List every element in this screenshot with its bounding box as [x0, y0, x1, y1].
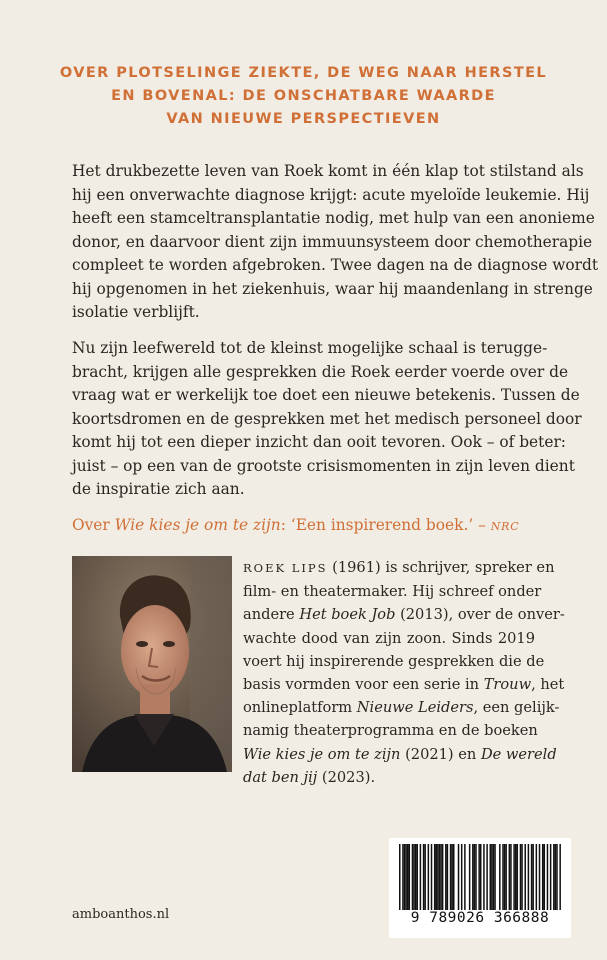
- bio-book-title: Het boek Job: [299, 606, 396, 624]
- bio-line: film- en theatermaker. Hij schreef onder: [243, 583, 542, 601]
- bio-line: namig theaterprogramma en de boeken: [243, 722, 538, 740]
- text-line: donor, en daarvoor dient zijn immuunsysteem door chemotherapie: [72, 232, 593, 251]
- barcode-bar: [413, 844, 415, 910]
- bio-line: [243, 673, 565, 696]
- barcode-bar: [399, 844, 401, 910]
- tagline-line: VAN NIEUWE PERSPECTIEVEN: [166, 111, 441, 127]
- barcode-bar: [428, 844, 430, 910]
- text-line: koortsdromen en de gesprekken met het medisch personeel door: [72, 409, 582, 428]
- bio-line: [243, 696, 560, 719]
- tagline-line: OVER PLOTSELINGE ZIEKTE, DE WEG NAAR HERSTEL: [59, 65, 548, 81]
- bio-line: [243, 603, 565, 626]
- text-line: juist – op een van de grootste crisismomenten in zijn leven dient: [72, 456, 575, 475]
- bio-platform-title: Nieuwe Leiders: [356, 699, 474, 717]
- quote-book-title: Wie kies je om te zijn: [114, 516, 281, 534]
- barcode-bar: [556, 844, 558, 910]
- bio-line: voert hij inspirerende gesprekken die de: [243, 652, 545, 670]
- barcode-bar: [536, 844, 538, 910]
- barcode-bar: [486, 844, 488, 910]
- barcode-bar: [544, 844, 546, 910]
- barcode-bar: [483, 844, 485, 910]
- barcode-bar: [547, 844, 549, 910]
- barcode-bar: [504, 844, 506, 910]
- barcode-bar: [513, 844, 515, 910]
- bio-line: [243, 743, 557, 766]
- bio-text: basis vormden voor een serie in: [243, 676, 484, 694]
- barcode-bar: [472, 844, 474, 910]
- text-line: isolatie verblijft.: [72, 303, 200, 321]
- barcode-bar: [559, 844, 561, 910]
- barcode-bar: [531, 844, 533, 910]
- text-line: vraag wat er werkelijk toe doet een nieuwe betekenis. Tussen de: [72, 386, 580, 404]
- bio-text: (1961) is schrijver, spreker en: [327, 559, 555, 576]
- barcode-bar: [491, 844, 493, 910]
- barcode-bar: [553, 844, 555, 910]
- barcode-bar: [424, 844, 426, 910]
- text-line: heeft een stamceltransplantatie nodig, met hulp van een anonieme: [72, 209, 595, 227]
- barcode-bar: [490, 844, 492, 910]
- description-paragraph-2: [72, 337, 582, 502]
- barcode-bar: [402, 844, 404, 910]
- bio-text: (2023).: [317, 768, 376, 786]
- barcode-bar: [480, 844, 482, 910]
- bio-text: , een gelijk-: [473, 699, 560, 717]
- barcode-bar: [542, 844, 544, 910]
- barcode-bar: [437, 844, 439, 910]
- barcode-bar: [502, 844, 504, 910]
- bio-text: , het: [531, 676, 565, 694]
- barcode-bar: [469, 844, 471, 910]
- barcode-bar: [442, 844, 444, 910]
- barcode-bar: [450, 844, 452, 910]
- quote-source: NRC: [490, 520, 520, 533]
- bio-line: [243, 766, 535, 789]
- barcode-bar: [493, 844, 495, 910]
- barcode-bar: [464, 844, 466, 910]
- barcode-bars: [399, 844, 561, 910]
- barcode-bar: [451, 844, 453, 910]
- barcode-bar: [550, 844, 552, 910]
- tagline: [40, 62, 567, 131]
- barcode-bar: [445, 844, 447, 910]
- barcode-bar: [407, 844, 409, 910]
- barcode-bar: [436, 844, 438, 910]
- bio-book-title: dat ben jij: [243, 768, 318, 786]
- publisher-website: amboanthos.nl: [72, 907, 170, 922]
- barcode-bar: [524, 844, 526, 910]
- barcode-bar: [447, 844, 449, 910]
- text-line: Nu zijn leefwereld tot de kleinst mogelijke schaal is terugge-: [72, 339, 548, 357]
- bio-line: [243, 556, 555, 580]
- text-line: Het drukbezette leven van Roek komt in één klap tot stilstand als: [72, 162, 584, 180]
- text-line: bracht, krijgen alle gesprekken die Roek eerder voerde over de: [72, 362, 569, 381]
- barcode-bar: [499, 844, 501, 910]
- barcode-bar: [539, 844, 541, 910]
- barcode-bar: [439, 844, 441, 910]
- barcode-bar: [453, 844, 455, 910]
- barcode-bar: [458, 844, 460, 910]
- barcode-bar: [528, 844, 530, 910]
- bio-publication-title: Trouw: [483, 676, 532, 694]
- barcode-bar: [415, 844, 417, 910]
- barcode-bar: [404, 844, 406, 910]
- barcode-bar: [416, 844, 418, 910]
- barcode-bar: [405, 844, 407, 910]
- quote-text: : ‘Een inspirerend boek.’ –: [280, 516, 491, 534]
- barcode-bar: [475, 844, 477, 910]
- text-line: compleet te worden afgebroken. Twee dagen na de diagnose wordt: [72, 256, 599, 274]
- bio-text: (2021) en: [400, 745, 481, 763]
- barcode-bar: [474, 844, 476, 910]
- barcode-bar: [461, 844, 463, 910]
- barcode-bar: [478, 844, 480, 910]
- barcode-bar: [440, 844, 442, 910]
- barcode-bar: [434, 844, 436, 910]
- barcode-bar: [555, 844, 557, 910]
- barcode-bar: [520, 844, 522, 910]
- barcode-bar: [532, 844, 534, 910]
- bio-text: onlineplatform: [243, 699, 357, 717]
- barcode-bar: [510, 844, 512, 910]
- barcode-bar: [515, 844, 517, 910]
- quote-prefix: Over: [72, 516, 115, 534]
- text-line: hij een onverwachte diagnose krijgt: acute myeloïde leukemie. Hij: [72, 185, 590, 204]
- barcode-bar: [431, 844, 433, 910]
- bio-book-title: Wie kies je om te zijn: [243, 745, 401, 763]
- text-line: komt hij tot een dieper inzicht dan ooit tevoren. Ook – of beter:: [72, 433, 566, 451]
- barcode-bar: [521, 844, 523, 910]
- isbn-number: 9 789026 366888: [410, 910, 550, 926]
- barcode-bar: [517, 844, 519, 910]
- author-bio: [243, 556, 565, 789]
- barcode-bar: [409, 844, 411, 910]
- barcode-bar: [423, 844, 425, 910]
- author-name: ROEK LIPS: [243, 561, 328, 575]
- barcode-bar: [412, 844, 414, 910]
- author-photo: [72, 556, 232, 772]
- bio-book-title: De wereld: [480, 745, 557, 763]
- bio-line: wachte dood van zijn zoon. Sinds 2019: [243, 629, 535, 647]
- text-line: de inspiratie zich aan.: [72, 480, 245, 498]
- bio-text: andere: [243, 606, 300, 624]
- barcode-bar: [505, 844, 507, 910]
- barcode-bar: [494, 844, 496, 910]
- bio-text: (2013), over de onver-: [395, 606, 565, 624]
- press-quote: [72, 514, 552, 538]
- tagline-line: EN BOVENAL: DE ONSCHATBARE WAARDE: [111, 88, 496, 104]
- barcode-bar: [509, 844, 511, 910]
- description-paragraph-1: [72, 160, 599, 325]
- barcode-bar: [420, 844, 422, 910]
- text-line: hij opgenomen in het ziekenhuis, waar hij maandenlang in strenge: [72, 279, 593, 298]
- isbn-barcode: [389, 838, 571, 938]
